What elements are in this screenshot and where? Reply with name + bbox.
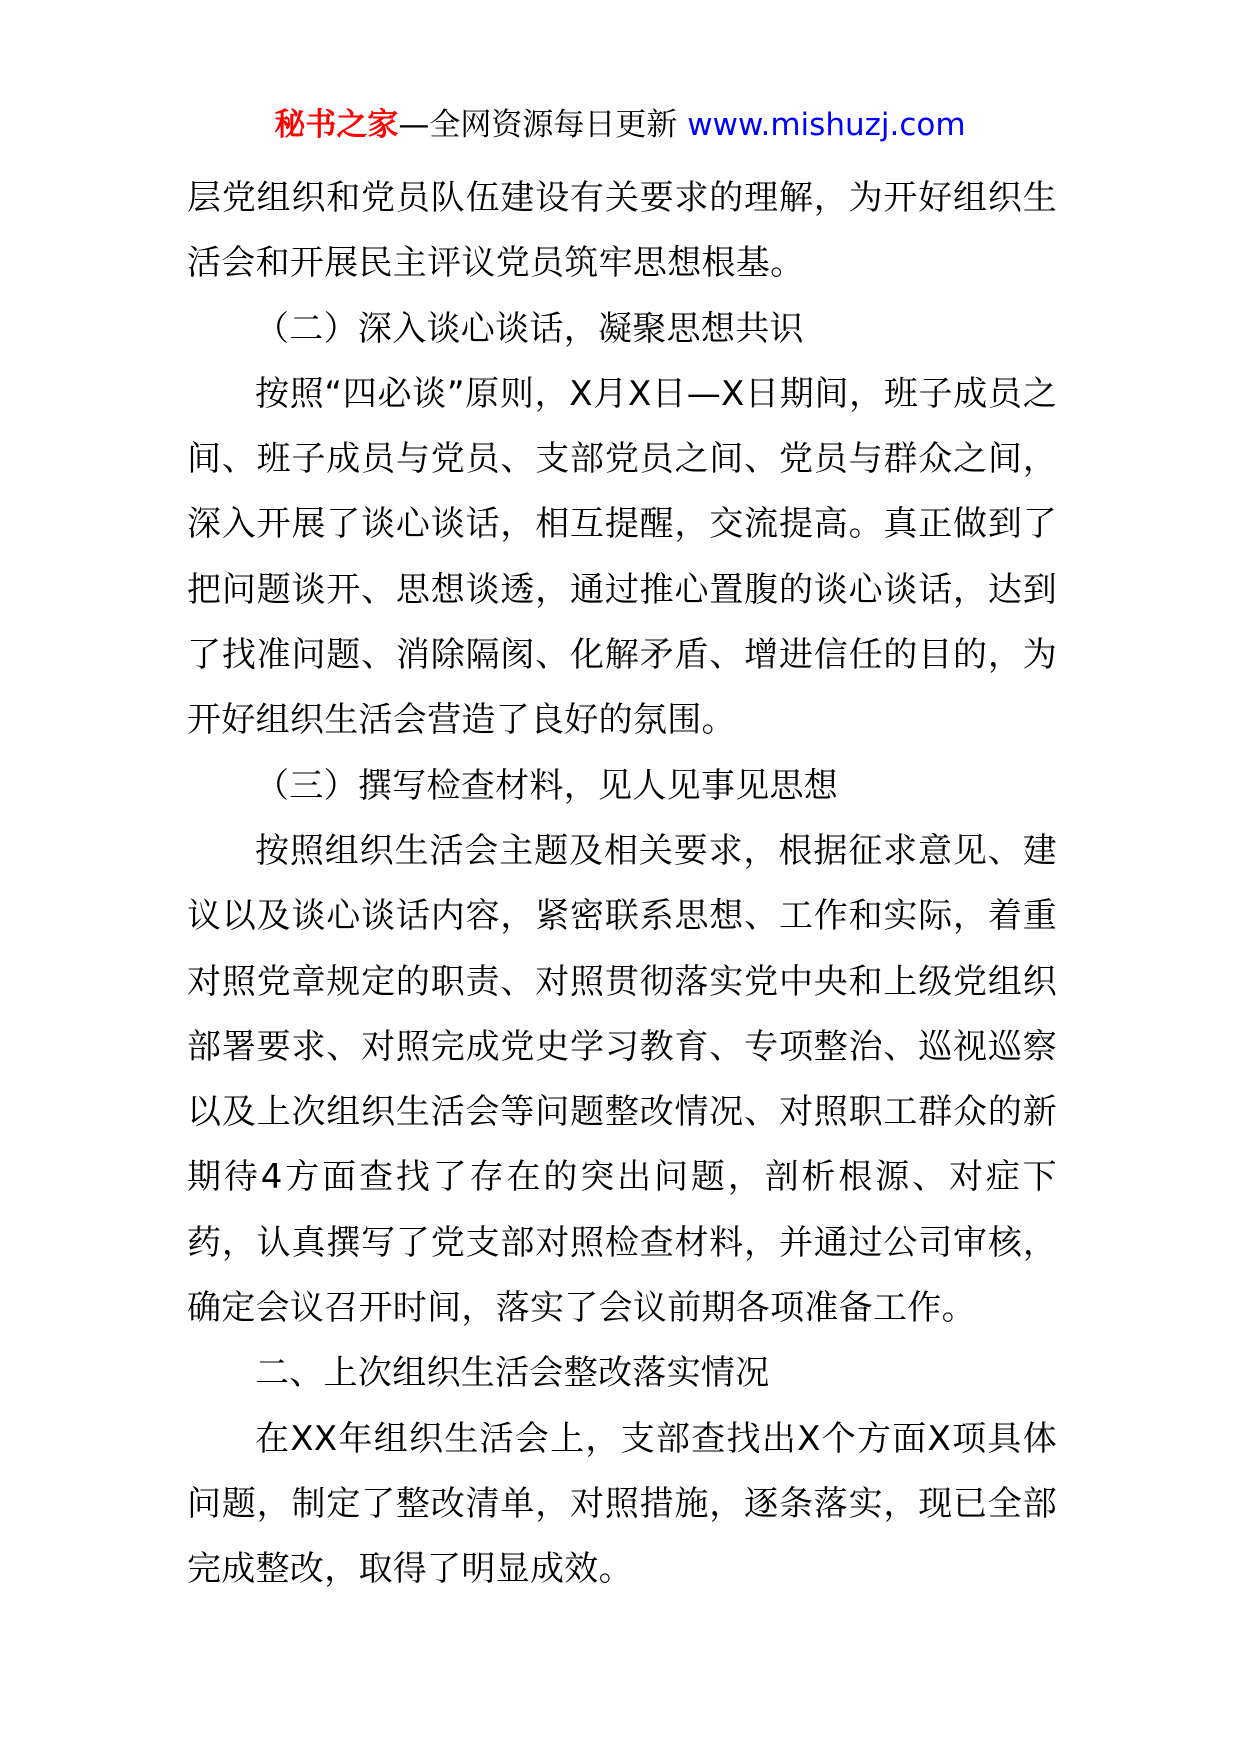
paragraph: 按照组织生活会主题及相关要求，根据征求意见、建议以及谈心谈话内容，紧密联系思想、工作和实际，着重对照党章规定的职责、对照贯彻落实党中央和上级党组织部署要求、对照完成党史学习教育、专项整治、巡视巡察以及上次组织生活会等问题整改情况、对照职工群众的新期待4方面查找了存在的突出问题，剖析根源、对症下药，认真撰写了党支部对照检查材料，并通过公司审核，确定会议召开时间，落实了会议前期各项准备工作。 — [187, 830, 1057, 1329]
header-brand: 秘书之家 — [274, 107, 399, 143]
document-body — [187, 166, 1057, 1603]
header-url-link[interactable]: www.mishuzj.com — [687, 107, 966, 143]
page-header — [0, 100, 1240, 150]
paragraph: 按照“四必谈”原则，X月X日—X日期间，班子成员之间、班子成员与党员、支部党员之间、党员与群众之间，深入开展了谈心谈话，相互提醒，交流提高。真正做到了把问题谈开、思想谈透，通过推心置腹的谈心谈话，达到了找准问题、消除隔阂、化解矛盾、增进信任的目的，为开好组织生活会营造了良好的氛围。 — [187, 373, 1057, 741]
section-heading-3: （三）撰写检查材料，见人见事见思想 — [255, 765, 839, 806]
section-heading-2: （二）深入谈心谈话，凝聚思想共识 — [255, 308, 804, 349]
paragraph-continuation: 层党组织和党员队伍建设有关要求的理解，为开好组织生活会和开展民主评议党员筑牢思想根基。 — [187, 178, 1057, 284]
section-heading-main-2: 二、上次组织生活会整改落实情况 — [255, 1353, 770, 1394]
header-slogan: —全网资源每日更新 — [398, 107, 688, 143]
paragraph: 在XX年组织生活会上，支部查找出X个方面X项具体问题，制定了整改清单，对照措施，逐条落实，现已全部完成整改，取得了明显成效。 — [187, 1418, 1057, 1590]
